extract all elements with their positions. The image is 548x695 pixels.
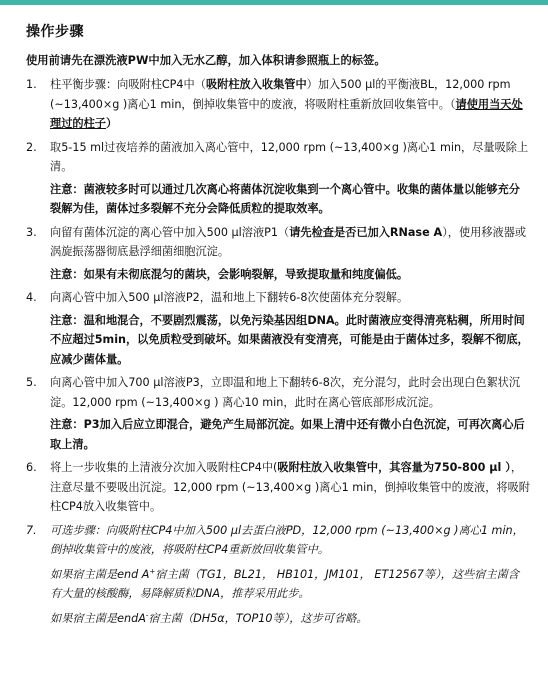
section-title: 操作步骤 <box>26 24 84 40</box>
step-text: 取5-15 ml过夜培养的菌液加入离心管中，12,000 rpm (~13,400×g )离心1 min，尽量吸除上清。 <box>50 140 529 173</box>
step-emphasis: 吸附柱放入收集管中 <box>205 78 307 91</box>
step-text: ）加入500 µl的平衡液BL，12,000 rpm (~13,400×g )离心1 min，倒掉收集管中的废液，将吸附柱重新放回收集管中。（ <box>50 78 511 111</box>
step-text: 可选步骤：向吸附柱CP4中加入500 µl去蛋白液PD，12,000 rpm (~13,400×g )离心1 min，倒掉收集管中的废液，将吸附柱CP4重新放回收集管中。 <box>50 523 524 556</box>
step-text: ，注意尽量不要吸出沉淀。12,000 rpm (~13,400×g )离心1 min，倒掉收集管中的废液，将吸附柱CP4放入收集管中。 <box>50 461 530 513</box>
step-text: 柱平衡步骤：向吸附柱CP4中（ <box>50 78 206 91</box>
step-number: 1. <box>26 78 37 91</box>
step-3 <box>26 223 530 285</box>
step-6 <box>26 458 530 517</box>
step-number: 7. <box>26 523 37 537</box>
top-accent-bar <box>0 0 548 5</box>
step-note: 注意：温和地混合，不要剧烈震荡，以免污染基因组DNA。此时菌液应变得清亮粘稠，所用时间不应超过5min，以免质粒受到破坏。如果菌液没有变清亮，可能是由于菌体过多，裂解不彻底，应减少菌体量。 <box>50 313 529 366</box>
step-text: 向离心管中加入700 µl溶液P3，立即温和地上下翻转6-8次，充分混匀，此时会出现白色絮状沉淀。12,000 rpm (~13,400×g ) 离心10 min，此时在离心管底部形成沉淀。 <box>50 376 521 409</box>
step-4 <box>26 288 530 369</box>
note-text: 宿主菌（DH5α，TOP10等），这步可省略。 <box>148 611 368 625</box>
step-emphasis: 请先检查是否已加入RNase A <box>289 225 443 239</box>
step-5 <box>26 373 530 454</box>
step-note: 注意：如果有未彻底混匀的菌块，会影响裂解，导致提取量和纯度偏低。 <box>50 267 409 281</box>
step-number: 6. <box>26 461 37 474</box>
step-warning: 请使用当天处理过的柱子 <box>50 97 523 130</box>
step-7 <box>26 521 530 629</box>
note-text: 宿主菌（TG1，BL21， HB101，JM101， ET12567等），这些宿主菌含有大量的核酸酶，易降解质粒DNA，推荐采用此步。 <box>50 567 520 600</box>
superscript: + <box>149 566 156 575</box>
step-number: 3. <box>26 225 37 239</box>
step-1 <box>26 75 530 134</box>
step-number: 4. <box>26 291 37 304</box>
superscript: - <box>145 610 149 619</box>
protocol-section <box>26 21 530 632</box>
step-text: 将上一步收集的上清液分次加入吸附柱CP4中( <box>50 461 278 474</box>
optional-note-endA-plus <box>50 565 530 604</box>
optional-note-endA-minus <box>50 609 530 629</box>
note-text: 如果宿主菌是end A <box>50 567 150 581</box>
step-text: ），使用移液器或涡旋振荡器彻底悬浮细菌细胞沉淀。 <box>50 225 527 258</box>
step-number: 2. <box>26 140 37 154</box>
step-text: ） <box>105 117 118 130</box>
step-text: 向离心管中加入500 µl溶液P2，温和地上下翻转6-8次使菌体充分裂解。 <box>50 291 409 304</box>
note-text: 如果宿主菌是endA <box>50 611 146 625</box>
step-note: 注意：P3加入后应立即混合，避免产生局部沉淀。如果上清中还有微小白色沉淀，可再次离心后取上清。 <box>50 418 525 451</box>
step-2 <box>26 138 530 219</box>
step-text: 向留有菌体沉淀的离心管中加入500 µl溶液P1（ <box>50 225 290 239</box>
step-emphasis: 吸附柱放入收集管中，其容量为750-800 µl ） <box>277 461 511 474</box>
step-note: 注意：菌液较多时可以通过几次离心将菌体沉淀收集到一个离心管中。收集的菌体量以能够充分裂解为佳，菌体过多裂解不充分会降低质粒的提取效率。 <box>50 182 520 215</box>
intro-text: 使用前请先在漂洗液PW中加入无水乙醇，加入体积请参照瓶上的标签。 <box>26 54 386 67</box>
step-number: 5. <box>26 376 37 389</box>
